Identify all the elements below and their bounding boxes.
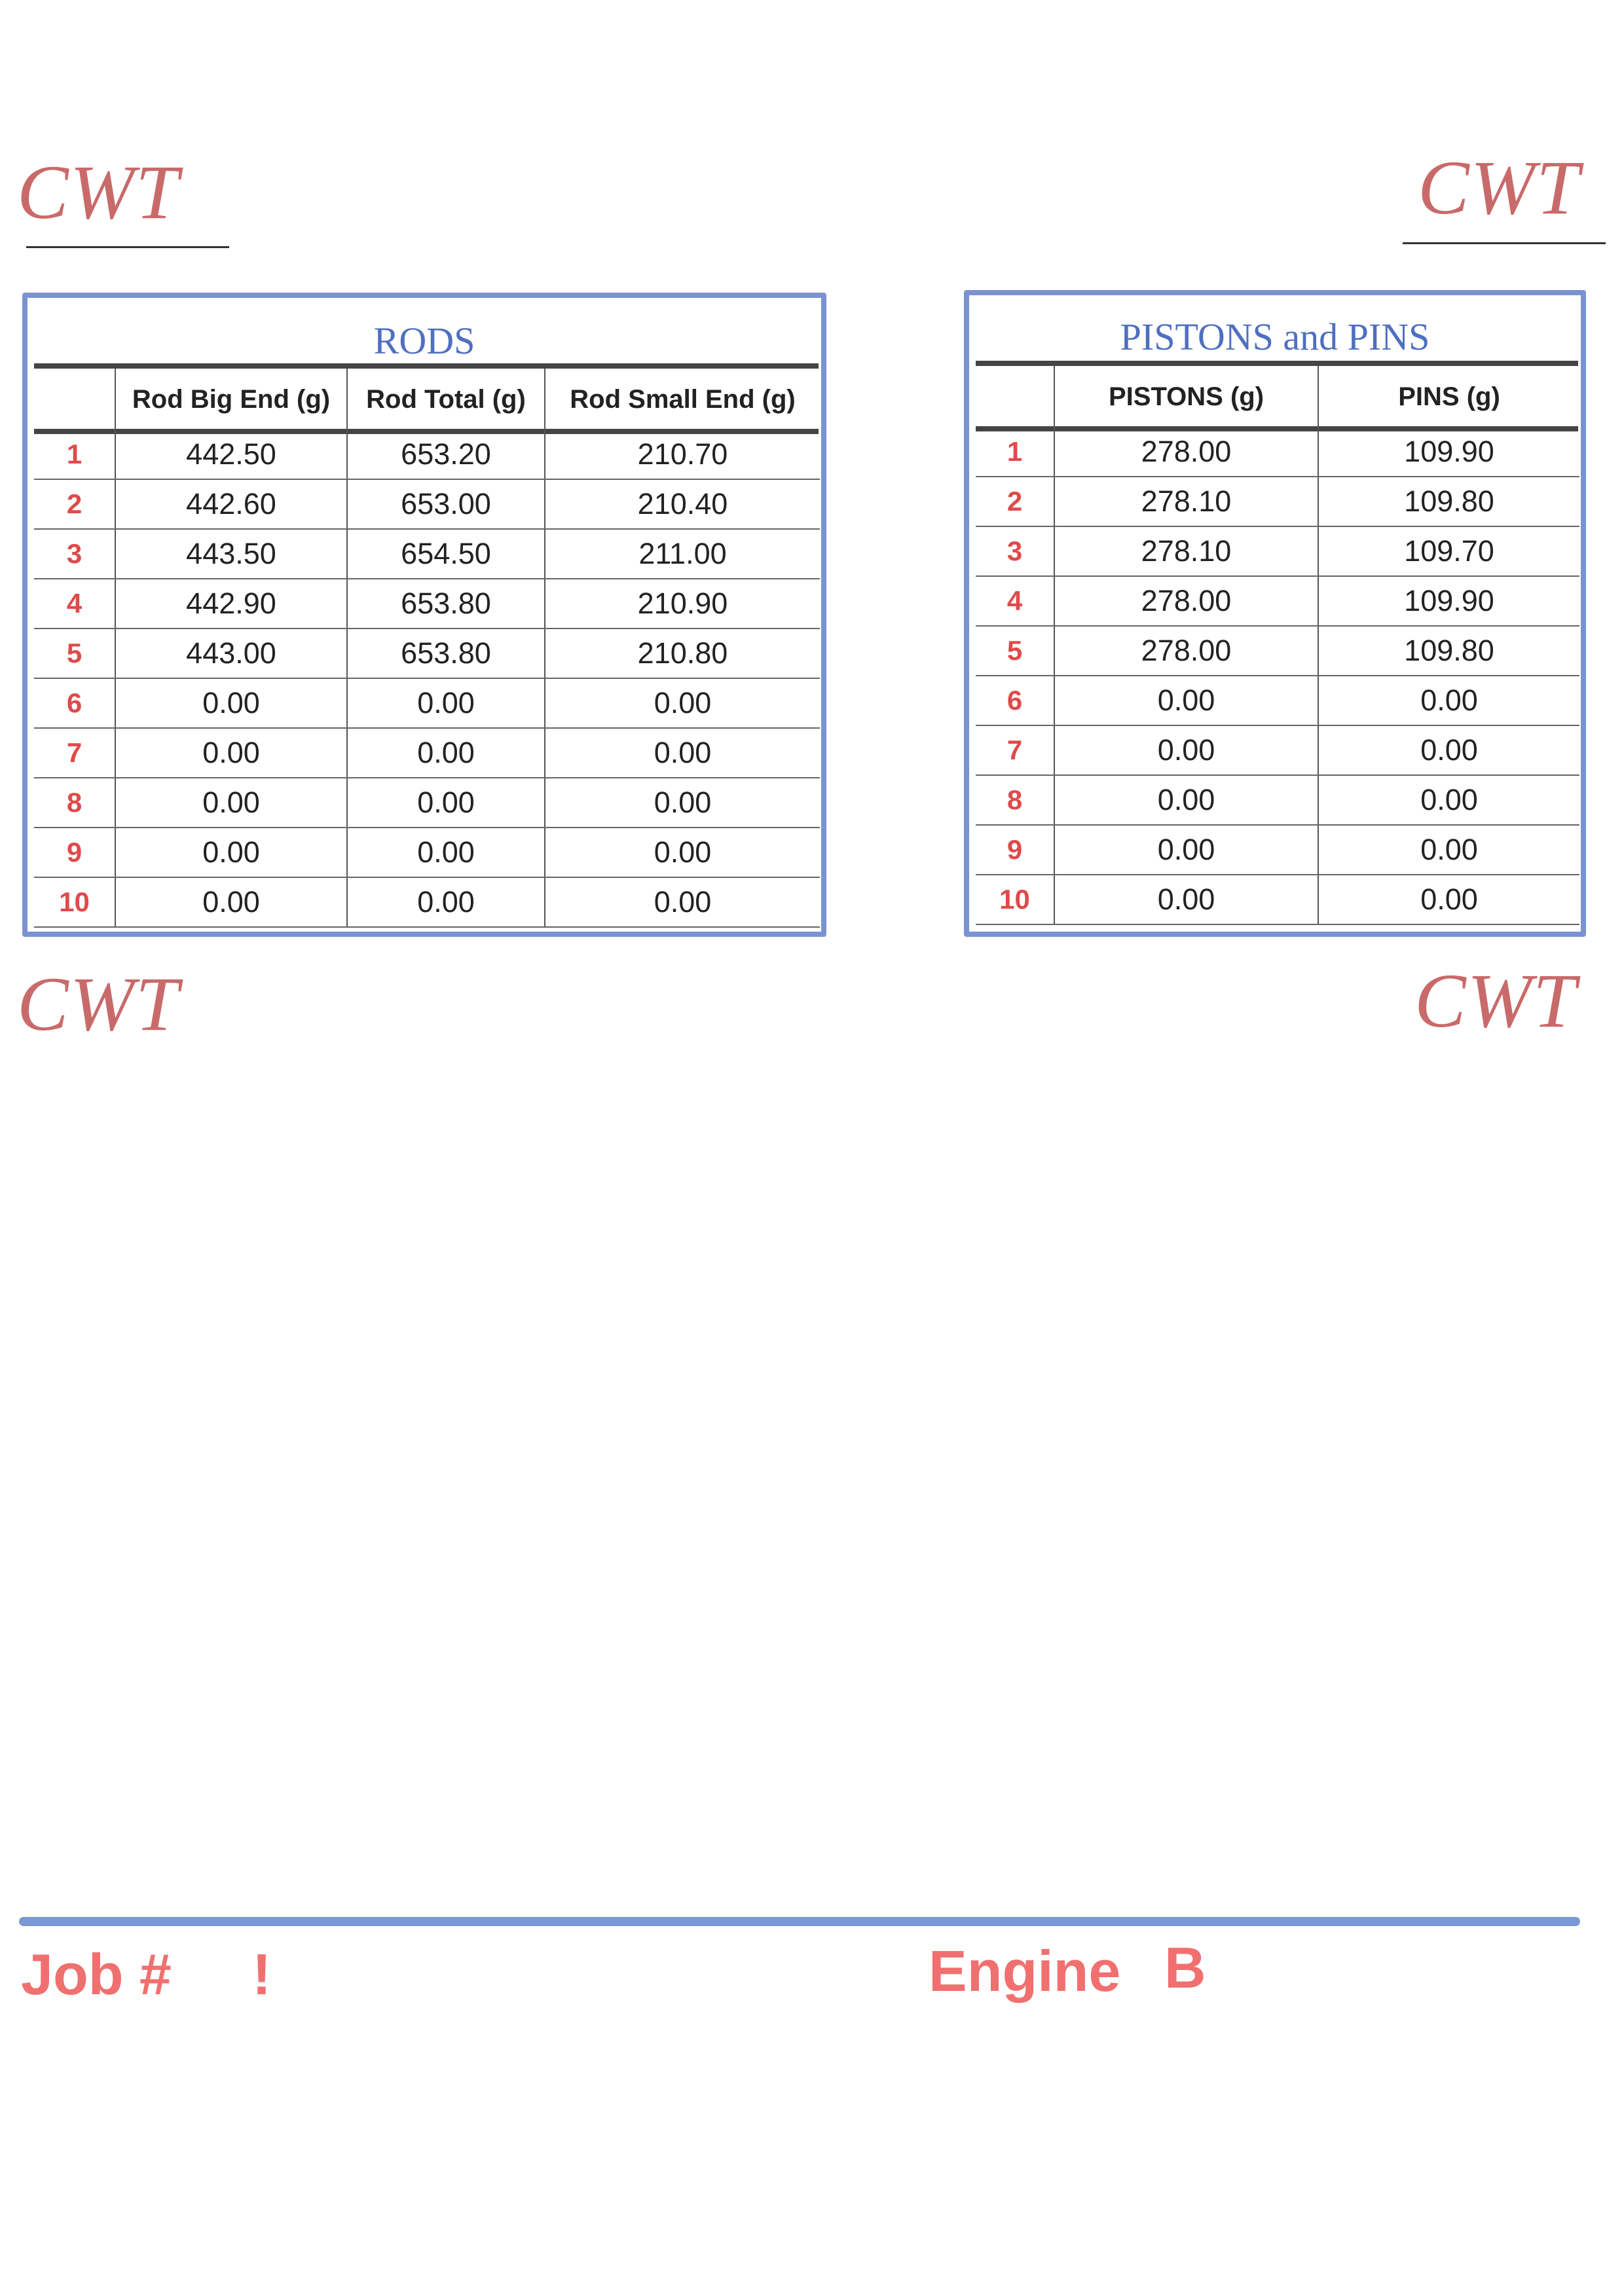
- rod-total-cell: 653.20: [347, 430, 545, 479]
- table-row: [976, 626, 1579, 676]
- rod-total-cell: 0.00: [347, 678, 545, 728]
- job-label: Job #: [21, 1942, 172, 2007]
- pin-cell: 0.00: [1318, 875, 1579, 924]
- row-number: 6: [34, 678, 115, 728]
- rod-big-end-cell: 0.00: [115, 728, 347, 778]
- row-number: 1: [976, 428, 1054, 477]
- table-row: [34, 778, 820, 828]
- rod-big-end-cell: 0.00: [115, 678, 347, 728]
- row-number: 9: [34, 828, 115, 877]
- rod-small-end-cell: 0.00: [545, 728, 820, 778]
- piston-cell: 0.00: [1054, 676, 1318, 725]
- piston-cell: 278.10: [1054, 477, 1318, 526]
- cwt-logo-top-right: CWT: [1418, 145, 1581, 230]
- piston-cell: 0.00: [1054, 775, 1318, 825]
- row-number: 1: [34, 430, 115, 479]
- rod-small-end-cell: 210.40: [545, 479, 820, 529]
- table-row: [34, 529, 820, 579]
- pin-cell: 0.00: [1318, 825, 1579, 875]
- row-number: 5: [976, 626, 1054, 676]
- pin-cell: 109.80: [1318, 477, 1579, 526]
- table-row: [976, 576, 1579, 626]
- rods-panel: [22, 293, 826, 937]
- table-row: [976, 825, 1579, 875]
- table-row: [34, 430, 820, 479]
- table-row: [34, 728, 820, 778]
- table-row: [976, 725, 1579, 775]
- row-number: 3: [34, 529, 115, 579]
- rod-total-cell: 654.50: [347, 529, 545, 579]
- rod-total-cell: 653.00: [347, 479, 545, 529]
- rod-small-end-cell: 210.90: [545, 579, 820, 629]
- rod-small-end-cell: 0.00: [545, 678, 820, 728]
- rod-big-end-cell: 442.60: [115, 479, 347, 529]
- rod-small-end-cell: 210.80: [545, 629, 820, 678]
- row-number: 2: [976, 477, 1054, 526]
- piston-cell: 278.00: [1054, 428, 1318, 477]
- rod-total-cell: 653.80: [347, 629, 545, 678]
- rod-total-cell: 0.00: [347, 778, 545, 828]
- rod-total-cell: 653.80: [347, 579, 545, 629]
- table-row: [34, 579, 820, 629]
- table-row: [976, 775, 1579, 825]
- pin-cell: 0.00: [1318, 775, 1579, 825]
- rod-big-end-cell: 443.50: [115, 529, 347, 579]
- header-rod-big-end: Rod Big End (g): [115, 369, 347, 430]
- row-number: 2: [34, 479, 115, 529]
- row-number: 7: [34, 728, 115, 778]
- rod-big-end-cell: 0.00: [115, 828, 347, 877]
- rod-total-cell: 0.00: [347, 828, 545, 877]
- table-row: [34, 828, 820, 877]
- header-index: [34, 369, 115, 430]
- row-number: 6: [976, 676, 1054, 725]
- logo-underline: [26, 246, 229, 248]
- header-index: [976, 366, 1054, 428]
- rod-big-end-cell: 442.90: [115, 579, 347, 629]
- row-number: 3: [976, 526, 1054, 576]
- rod-big-end-cell: 0.00: [115, 877, 347, 927]
- rod-small-end-cell: 210.70: [545, 430, 820, 479]
- piston-cell: 278.10: [1054, 526, 1318, 576]
- logo-underline: [1403, 242, 1606, 244]
- header-rod-total: Rod Total (g): [347, 369, 545, 430]
- row-number: 9: [976, 825, 1054, 875]
- header-row: [34, 369, 820, 430]
- piston-cell: 278.00: [1054, 626, 1318, 676]
- table-row: [34, 629, 820, 678]
- rod-total-cell: 0.00: [347, 728, 545, 778]
- row-number: 8: [34, 778, 115, 828]
- divider: [34, 363, 819, 369]
- pin-cell: 109.70: [1318, 526, 1579, 576]
- pistons-panel: [964, 290, 1586, 937]
- row-number: 10: [34, 877, 115, 927]
- table-row: [976, 428, 1579, 477]
- cwt-logo-mid-right: CWT: [1414, 958, 1578, 1044]
- pin-cell: 109.90: [1318, 576, 1579, 626]
- piston-cell: 0.00: [1054, 875, 1318, 924]
- table-row: [34, 678, 820, 728]
- row-number: 4: [34, 579, 115, 629]
- header-row: [976, 366, 1579, 428]
- rods-table: [34, 369, 820, 928]
- header-pistons: PISTONS (g): [1054, 366, 1318, 428]
- pistons-title: PISTONS and PINS: [1120, 316, 1430, 358]
- rod-small-end-cell: 0.00: [545, 778, 820, 828]
- rod-big-end-cell: 443.00: [115, 629, 347, 678]
- cwt-logo-mid-left: CWT: [17, 961, 180, 1047]
- table-row: [976, 526, 1579, 576]
- pin-cell: 0.00: [1318, 725, 1579, 775]
- table-row: [34, 877, 820, 927]
- pin-cell: 0.00: [1318, 676, 1579, 725]
- piston-cell: 278.00: [1054, 576, 1318, 626]
- header-pins: PINS (g): [1398, 382, 1500, 411]
- table-row: [976, 875, 1579, 924]
- rod-small-end-cell: 0.00: [545, 828, 820, 877]
- row-number: 5: [34, 629, 115, 678]
- pistons-table: [976, 366, 1579, 925]
- pin-cell: 109.80: [1318, 626, 1579, 676]
- piston-cell: 0.00: [1054, 825, 1318, 875]
- divider: [976, 361, 1578, 366]
- rod-total-cell: 0.00: [347, 877, 545, 927]
- row-number: 7: [976, 725, 1054, 775]
- table-row: [34, 479, 820, 529]
- table-row: [976, 477, 1579, 526]
- table-row: [976, 676, 1579, 725]
- rod-big-end-cell: 442.50: [115, 430, 347, 479]
- footer-divider: [19, 1917, 1580, 1926]
- rods-title: RODS: [373, 319, 475, 362]
- pin-cell: 109.90: [1318, 428, 1579, 477]
- row-number: 8: [976, 775, 1054, 825]
- piston-cell: 0.00: [1054, 725, 1318, 775]
- header-rod-small-end: Rod Small End (g): [570, 384, 796, 414]
- cwt-logo-top-left: CWT: [17, 149, 180, 235]
- engine-label: Engine: [929, 1939, 1121, 2003]
- row-number: 4: [976, 576, 1054, 626]
- rod-small-end-cell: 211.00: [545, 529, 820, 579]
- row-number: 10: [976, 875, 1054, 924]
- rod-small-end-cell: 0.00: [545, 877, 820, 927]
- rod-big-end-cell: 0.00: [115, 778, 347, 828]
- job-value: !: [252, 1942, 272, 2007]
- engine-value: B: [1164, 1935, 1206, 2000]
